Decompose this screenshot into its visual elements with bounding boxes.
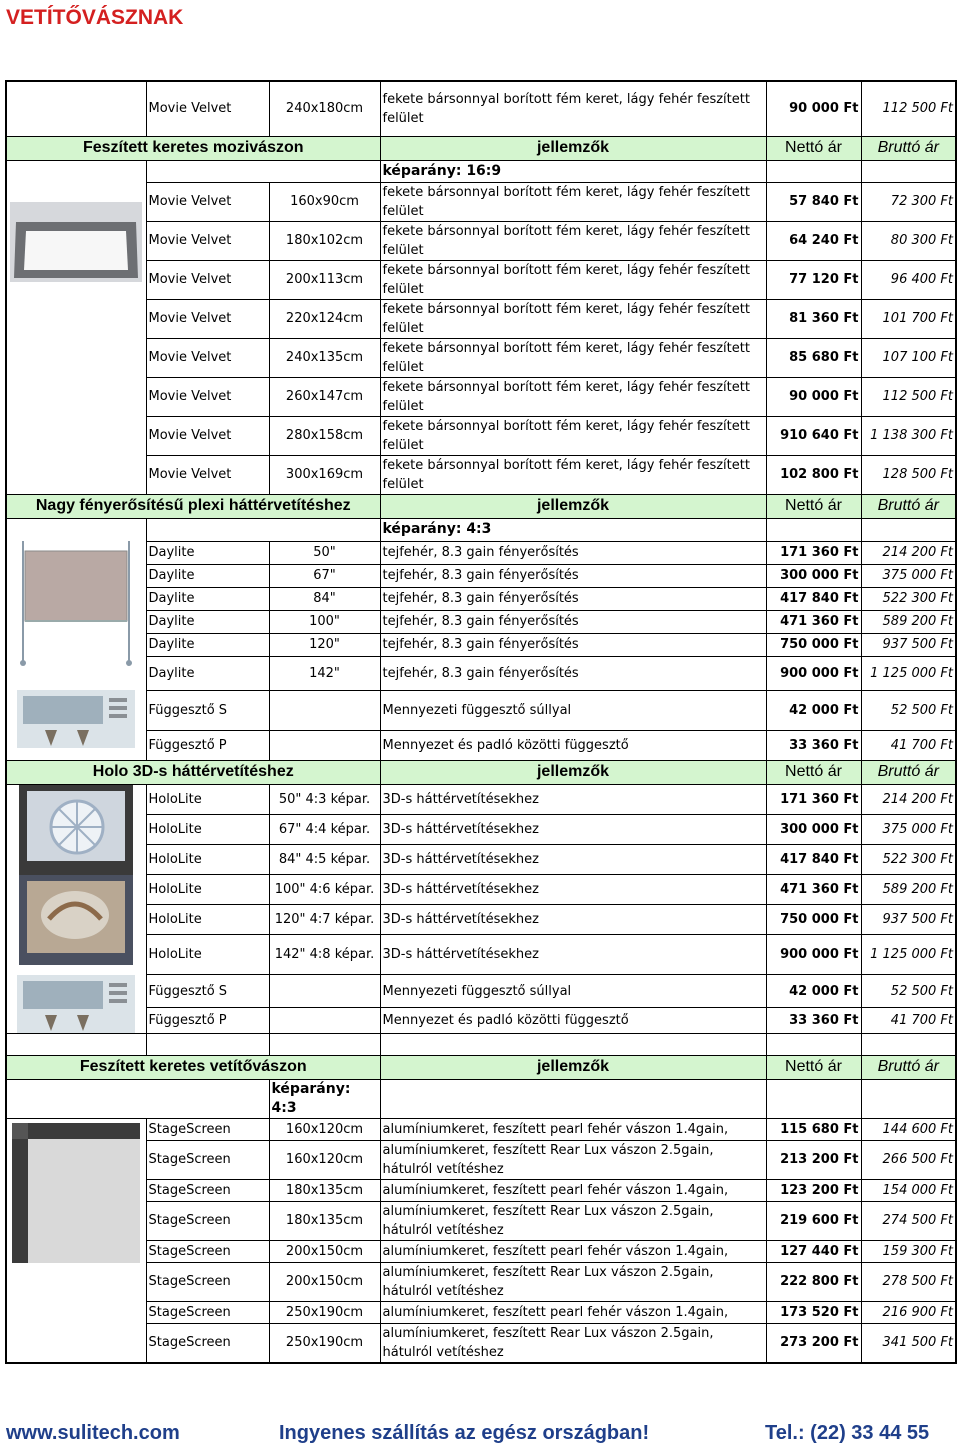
gross-price: 937 500 Ft <box>861 633 956 656</box>
empty-cell <box>6 1033 146 1055</box>
product-name: HoloLite <box>146 935 269 975</box>
table-row <box>6 610 956 633</box>
table-row <box>6 975 956 1008</box>
product-name: Daylite <box>146 633 269 656</box>
net-price: 42 000 Ft <box>766 690 861 730</box>
gross-price: 375 000 Ft <box>861 564 956 587</box>
product-name: Függesztő P <box>146 1008 269 1033</box>
gross-price: 589 200 Ft <box>861 610 956 633</box>
table-row <box>6 814 956 844</box>
empty-cell <box>6 81 146 136</box>
product-size: 200x150cm <box>269 1262 380 1301</box>
net-price: 102 800 Ft <box>766 455 861 494</box>
product-description: tejfehér, 8.3 gain fényerősítés <box>380 541 766 564</box>
empty-cell <box>269 690 380 730</box>
aspect-ratio: képarány: 4:3 <box>269 1079 380 1118</box>
product-size: 84" 4:5 képar. <box>269 844 380 874</box>
gross-price: 1 125 000 Ft <box>861 656 956 690</box>
net-price: 273 200 Ft <box>766 1323 861 1363</box>
product-size: 142" <box>269 656 380 690</box>
product-name: Függesztő P <box>146 730 269 760</box>
net-price: 57 840 Ft <box>766 182 861 221</box>
product-name: HoloLite <box>146 844 269 874</box>
net-price-header: Nettó ár <box>766 136 861 160</box>
net-price: 33 360 Ft <box>766 730 861 760</box>
gross-price: 278 500 Ft <box>861 1262 956 1301</box>
product-name: StageScreen <box>146 1201 269 1240</box>
page-title: VETÍTŐVÁSZNAK <box>6 6 184 29</box>
table-row <box>6 377 956 416</box>
gross-price: 216 900 Ft <box>861 1301 956 1323</box>
table-row <box>6 81 956 136</box>
table-row <box>6 182 956 221</box>
table-row <box>6 1301 956 1323</box>
net-price: 417 840 Ft <box>766 587 861 610</box>
empty-cell <box>6 1079 269 1118</box>
product-description: alumíniumkeret, feszített Rear Lux vászon 2.5gain, hátulról vetítéshez <box>380 1201 766 1240</box>
stage-screen-image <box>6 1118 146 1363</box>
table-row <box>6 1201 956 1240</box>
features-header: jellemzők <box>380 1055 766 1079</box>
hanger-image <box>6 975 146 1034</box>
section-title: Feszített keretes mozivászon <box>6 136 380 160</box>
product-size: 67" 4:4 képar. <box>269 814 380 844</box>
empty-cell <box>269 1008 380 1033</box>
product-size: 240x135cm <box>269 338 380 377</box>
net-price: 90 000 Ft <box>766 377 861 416</box>
section-header <box>6 760 956 784</box>
section-header <box>6 136 956 160</box>
table-row <box>6 455 956 494</box>
product-size: 200x113cm <box>269 260 380 299</box>
table-row <box>6 875 956 905</box>
gross-price-header: Bruttó ár <box>861 136 956 160</box>
table-row <box>6 656 956 690</box>
product-size: 180x135cm <box>269 1179 380 1201</box>
net-price: 115 680 Ft <box>766 1118 861 1140</box>
net-price: 127 440 Ft <box>766 1240 861 1262</box>
empty-cell <box>861 518 956 541</box>
hanger-image <box>6 690 146 760</box>
section-title: Holo 3D-s háttérvetítéshez <box>6 760 380 784</box>
product-size: 100" 4:6 képar. <box>269 875 380 905</box>
product-description: Mennyezeti függesztő súllyal <box>380 975 766 1008</box>
features-header: jellemzők <box>380 494 766 518</box>
features-header: jellemzők <box>380 760 766 784</box>
net-price: 900 000 Ft <box>766 656 861 690</box>
net-price: 85 680 Ft <box>766 338 861 377</box>
gross-price: 52 500 Ft <box>861 690 956 730</box>
net-price: 900 000 Ft <box>766 935 861 975</box>
net-price: 77 120 Ft <box>766 260 861 299</box>
net-price: 750 000 Ft <box>766 905 861 935</box>
product-description: Mennyezet és padló közötti függesztő <box>380 1008 766 1033</box>
empty-cell <box>269 1033 380 1055</box>
plexi-screen-image <box>6 541 146 690</box>
net-price: 173 520 Ft <box>766 1301 861 1323</box>
table-row <box>6 1240 956 1262</box>
product-size: 160x120cm <box>269 1118 380 1140</box>
table-row <box>6 541 956 564</box>
product-name: StageScreen <box>146 1240 269 1262</box>
table-row <box>6 1118 956 1140</box>
net-price: 219 600 Ft <box>766 1201 861 1240</box>
empty-cell <box>380 1079 766 1118</box>
product-size: 240x180cm <box>269 81 380 136</box>
product-size: 160x90cm <box>269 182 380 221</box>
product-size: 142" 4:8 képar. <box>269 935 380 975</box>
price-table <box>5 80 957 1364</box>
product-name: Függesztő S <box>146 690 269 730</box>
gross-price: 101 700 Ft <box>861 299 956 338</box>
gross-price: 72 300 Ft <box>861 182 956 221</box>
empty-cell <box>380 1033 766 1055</box>
product-size: 50" 4:3 képar. <box>269 784 380 814</box>
gross-price: 214 200 Ft <box>861 784 956 814</box>
footer-shipping: Ingyenes szállítás az egész országban! <box>279 1422 650 1444</box>
section-header <box>6 494 956 518</box>
net-price: 64 240 Ft <box>766 221 861 260</box>
aspect-row <box>6 1079 956 1118</box>
gross-price: 41 700 Ft <box>861 730 956 760</box>
product-name: Daylite <box>146 656 269 690</box>
table-row <box>6 690 956 730</box>
gross-price: 159 300 Ft <box>861 1240 956 1262</box>
table-row <box>6 935 956 975</box>
product-description: alumíniumkeret, feszített pearl fehér vászon 1.4gain, <box>380 1118 766 1140</box>
product-name: Movie Velvet <box>146 416 269 455</box>
empty-cell <box>766 1033 861 1055</box>
net-price: 417 840 Ft <box>766 844 861 874</box>
table-row <box>6 338 956 377</box>
gross-price: 112 500 Ft <box>861 81 956 136</box>
net-price: 750 000 Ft <box>766 633 861 656</box>
net-price: 300 000 Ft <box>766 814 861 844</box>
gross-price: 1 138 300 Ft <box>861 416 956 455</box>
product-description: tejfehér, 8.3 gain fényerősítés <box>380 633 766 656</box>
net-price: 300 000 Ft <box>766 564 861 587</box>
product-description: tejfehér, 8.3 gain fényerősítés <box>380 610 766 633</box>
gross-price-header: Bruttó ár <box>861 494 956 518</box>
gross-price: 41 700 Ft <box>861 1008 956 1033</box>
gross-price: 214 200 Ft <box>861 541 956 564</box>
gross-price: 937 500 Ft <box>861 905 956 935</box>
table-row <box>6 1323 956 1363</box>
gross-price: 128 500 Ft <box>861 455 956 494</box>
empty-cell <box>269 730 380 760</box>
product-description: Mennyezet és padló közötti függesztő <box>380 730 766 760</box>
net-price-header: Nettó ár <box>766 760 861 784</box>
net-price: 33 360 Ft <box>766 1008 861 1033</box>
product-name: StageScreen <box>146 1179 269 1201</box>
product-name: Movie Velvet <box>146 455 269 494</box>
product-description: tejfehér, 8.3 gain fényerősítés <box>380 656 766 690</box>
product-description: tejfehér, 8.3 gain fényerősítés <box>380 587 766 610</box>
spacer-row <box>6 1033 956 1055</box>
gross-price: 80 300 Ft <box>861 221 956 260</box>
table-row <box>6 730 956 760</box>
empty-cell <box>146 1033 269 1055</box>
gross-price: 96 400 Ft <box>861 260 956 299</box>
product-description: alumíniumkeret, feszített Rear Lux vászon 2.5gain, hátulról vetítéshez <box>380 1262 766 1301</box>
product-size: 250x190cm <box>269 1301 380 1323</box>
product-name: Movie Velvet <box>146 221 269 260</box>
product-name: StageScreen <box>146 1323 269 1363</box>
product-size: 84" <box>269 587 380 610</box>
net-price: 471 360 Ft <box>766 610 861 633</box>
product-size: 300x169cm <box>269 455 380 494</box>
gross-price: 266 500 Ft <box>861 1140 956 1179</box>
product-description: fekete bársonnyal borított fém keret, lágy fehér feszített felület <box>380 221 766 260</box>
empty-cell <box>146 160 380 182</box>
net-price: 471 360 Ft <box>766 875 861 905</box>
product-description: fekete bársonnyal borított fém keret, lágy fehér feszített felület <box>380 338 766 377</box>
product-size: 280x158cm <box>269 416 380 455</box>
product-name: Movie Velvet <box>146 81 269 136</box>
table-row <box>6 587 956 610</box>
gross-price: 107 100 Ft <box>861 338 956 377</box>
product-name: StageScreen <box>146 1118 269 1140</box>
gross-price: 341 500 Ft <box>861 1323 956 1363</box>
table-row <box>6 844 956 874</box>
product-description: fekete bársonnyal borított fém keret, lágy fehér feszített felület <box>380 377 766 416</box>
product-name: StageScreen <box>146 1140 269 1179</box>
product-name: Daylite <box>146 587 269 610</box>
product-description: alumíniumkeret, feszített pearl fehér vászon 1.4gain, <box>380 1179 766 1201</box>
table-row <box>6 784 956 814</box>
gross-price: 154 000 Ft <box>861 1179 956 1201</box>
product-description: fekete bársonnyal borított fém keret, lágy fehér feszített felület <box>380 416 766 455</box>
product-description: fekete bársonnyal borított fém keret, lágy fehér feszített felület <box>380 81 766 136</box>
gross-price: 589 200 Ft <box>861 875 956 905</box>
aspect-row <box>6 160 956 182</box>
table-row <box>6 1140 956 1179</box>
product-name: Movie Velvet <box>146 260 269 299</box>
empty-cell <box>861 1033 956 1055</box>
aspect-ratio: képarány: 16:9 <box>380 160 766 182</box>
net-price: 171 360 Ft <box>766 541 861 564</box>
product-description: alumíniumkeret, feszített Rear Lux vászon 2.5gain, hátulról vetítéshez <box>380 1140 766 1179</box>
product-description: alumíniumkeret, feszített pearl fehér vászon 1.4gain, <box>380 1301 766 1323</box>
table-row <box>6 633 956 656</box>
product-description: alumíniumkeret, feszített Rear Lux vászon 2.5gain, hátulról vetítéshez <box>380 1323 766 1363</box>
product-description: 3D-s háttérvetítésekhez <box>380 844 766 874</box>
product-name: StageScreen <box>146 1262 269 1301</box>
product-name: Daylite <box>146 564 269 587</box>
table-row <box>6 1179 956 1201</box>
footer-website[interactable]: www.sulitech.com <box>6 1422 180 1444</box>
table-row <box>6 1262 956 1301</box>
net-price: 171 360 Ft <box>766 784 861 814</box>
product-size: 200x150cm <box>269 1240 380 1262</box>
gross-price: 1 125 000 Ft <box>861 935 956 975</box>
empty-cell <box>146 518 380 541</box>
product-description: fekete bársonnyal borított fém keret, lágy fehér feszített felület <box>380 260 766 299</box>
product-size: 50" <box>269 541 380 564</box>
product-description: Mennyezeti függesztő súllyal <box>380 690 766 730</box>
product-size: 260x147cm <box>269 377 380 416</box>
product-description: 3D-s háttérvetítésekhez <box>380 814 766 844</box>
table-row <box>6 564 956 587</box>
net-price: 123 200 Ft <box>766 1179 861 1201</box>
section-header <box>6 1055 956 1079</box>
product-description: 3D-s háttérvetítésekhez <box>380 875 766 905</box>
empty-cell <box>766 1079 861 1118</box>
product-name: HoloLite <box>146 875 269 905</box>
gross-price: 375 000 Ft <box>861 814 956 844</box>
product-size: 67" <box>269 564 380 587</box>
footer-phone: Tel.: (22) 33 44 55 <box>765 1422 930 1444</box>
product-name: HoloLite <box>146 905 269 935</box>
aspect-row <box>6 518 956 541</box>
product-description: fekete bársonnyal borított fém keret, lágy fehér feszített felület <box>380 455 766 494</box>
product-description: 3D-s háttérvetítésekhez <box>380 905 766 935</box>
product-name: Movie Velvet <box>146 377 269 416</box>
product-size: 120" 4:7 képar. <box>269 905 380 935</box>
table-row <box>6 416 956 455</box>
gross-price: 274 500 Ft <box>861 1201 956 1240</box>
product-size: 120" <box>269 633 380 656</box>
table-row <box>6 221 956 260</box>
product-size: 160x120cm <box>269 1140 380 1179</box>
product-name: Daylite <box>146 610 269 633</box>
empty-cell <box>6 518 146 541</box>
empty-cell <box>861 160 956 182</box>
table-row <box>6 1008 956 1033</box>
product-description: fekete bársonnyal borított fém keret, lágy fehér feszített felület <box>380 182 766 221</box>
product-name: HoloLite <box>146 814 269 844</box>
product-size: 220x124cm <box>269 299 380 338</box>
gross-price: 144 600 Ft <box>861 1118 956 1140</box>
table-row <box>6 299 956 338</box>
empty-cell <box>269 975 380 1008</box>
net-price-header: Nettó ár <box>766 494 861 518</box>
net-price-header: Nettó ár <box>766 1055 861 1079</box>
empty-cell <box>6 160 146 182</box>
product-size: 180x102cm <box>269 221 380 260</box>
framed-screen-image <box>6 182 146 494</box>
net-price: 42 000 Ft <box>766 975 861 1008</box>
net-price: 910 640 Ft <box>766 416 861 455</box>
footer <box>0 1420 960 1448</box>
table-row <box>6 260 956 299</box>
product-description: 3D-s háttérvetítésekhez <box>380 784 766 814</box>
net-price: 222 800 Ft <box>766 1262 861 1301</box>
product-name: Függesztő S <box>146 975 269 1008</box>
product-name: StageScreen <box>146 1301 269 1323</box>
net-price: 90 000 Ft <box>766 81 861 136</box>
net-price: 213 200 Ft <box>766 1140 861 1179</box>
gross-price-header: Bruttó ár <box>861 760 956 784</box>
empty-cell <box>766 160 861 182</box>
holo-screen-image-2 <box>6 875 146 975</box>
section-title: Nagy fényerősítésű plexi háttérvetítéshez <box>6 494 380 518</box>
section-title: Feszített keretes vetítővászon <box>6 1055 380 1079</box>
product-name: HoloLite <box>146 784 269 814</box>
product-size: 180x135cm <box>269 1201 380 1240</box>
gross-price-header: Bruttó ár <box>861 1055 956 1079</box>
product-size: 250x190cm <box>269 1323 380 1363</box>
holo-screen-image-1 <box>6 784 146 875</box>
product-name: Movie Velvet <box>146 299 269 338</box>
gross-price: 112 500 Ft <box>861 377 956 416</box>
gross-price: 52 500 Ft <box>861 975 956 1008</box>
product-description: tejfehér, 8.3 gain fényerősítés <box>380 564 766 587</box>
product-description: alumíniumkeret, feszített pearl fehér vászon 1.4gain, <box>380 1240 766 1262</box>
features-header: jellemzők <box>380 136 766 160</box>
gross-price: 522 300 Ft <box>861 587 956 610</box>
empty-cell <box>766 518 861 541</box>
gross-price: 522 300 Ft <box>861 844 956 874</box>
net-price: 81 360 Ft <box>766 299 861 338</box>
product-name: Daylite <box>146 541 269 564</box>
product-description: 3D-s háttérvetítésekhez <box>380 935 766 975</box>
product-description: fekete bársonnyal borított fém keret, lágy fehér feszített felület <box>380 299 766 338</box>
product-size: 100" <box>269 610 380 633</box>
table-row <box>6 905 956 935</box>
product-name: Movie Velvet <box>146 182 269 221</box>
product-name: Movie Velvet <box>146 338 269 377</box>
aspect-ratio: képarány: 4:3 <box>380 518 766 541</box>
